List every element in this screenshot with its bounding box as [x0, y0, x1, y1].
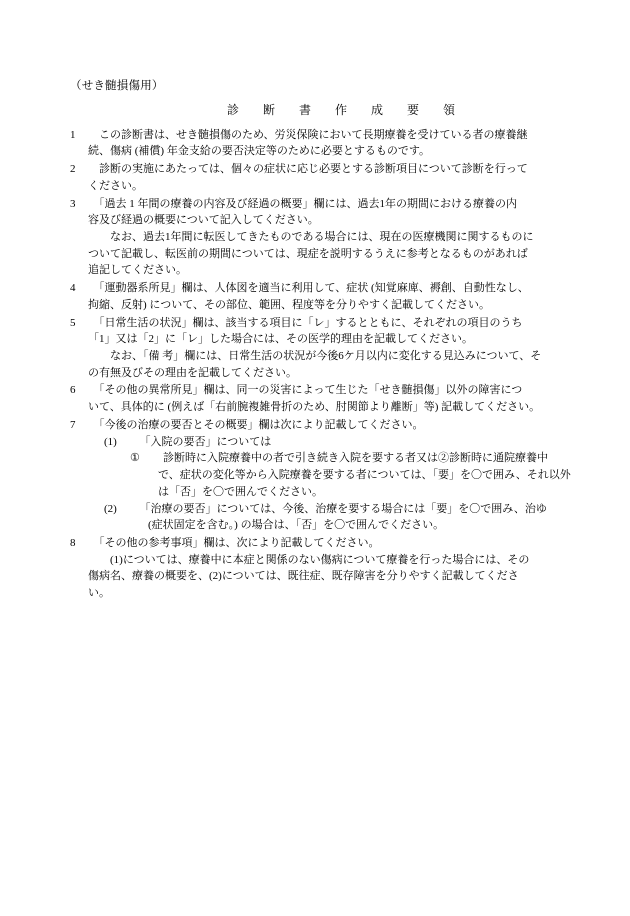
list-item	[70, 196, 578, 280]
item-line: で、症状の変化等から入院療養を要する者については、「要」を〇で囲み、それ以外	[158, 469, 571, 482]
item-line: 診断時に入院療養中の者で引き続き入院を要する者又は②診断時に通院療養中	[152, 452, 548, 465]
list-item	[70, 417, 578, 534]
list-item	[70, 127, 578, 160]
subject-note: （せき髄損傷用）	[70, 80, 164, 92]
item-line: 「運動器系所見」欄は、人体図を適当に利用して、症状 (知覚麻庳、褥創、自動性なし、	[88, 282, 529, 295]
item-line: 追記してください。	[88, 264, 187, 277]
item-line: の有無及びその理由を記載してください。	[88, 366, 297, 379]
item-line: 診断の実施にあたっては、個々の症状に応じ必要とする診断項目について診断を行って	[88, 163, 528, 176]
list-item	[70, 382, 578, 415]
item-line: なお、「備 考」欄には、日常生活の状況が今後6ケ月以内に変化する見込みについて、そ	[88, 350, 542, 363]
item-number: 8	[70, 536, 76, 549]
item-line: 容及び経過の概要について記入してください。	[88, 214, 319, 227]
list-item	[70, 161, 578, 194]
item-line: この診断書は、せき髄損傷のため、労災保険において長期療養を受けている者の療養継	[88, 128, 528, 141]
item-body	[88, 196, 578, 280]
item-line: 「今後の治療の要否とその概要」欄は次により記載してください。	[88, 418, 424, 431]
list-item	[70, 535, 578, 602]
sub-list-item	[104, 501, 578, 534]
sub-sub-item-body	[152, 450, 578, 500]
item-line: いて、具体的に (例えば「右前腕複雑骨折のため、肘関節より離断」等) 記載してください。	[88, 401, 541, 414]
sub-item-body: 「入院の要否」については	[134, 435, 272, 448]
item-number: 7	[70, 418, 76, 431]
list-item	[70, 315, 578, 382]
sub-list	[104, 434, 578, 534]
item-line: 傷病名、療養の概要を、(2)については、既往症、既存障害を分りやすく記載してくださ	[88, 570, 519, 583]
item-line: (1)については、療養中に本症と関係のない傷病について療養を行った場合には、その	[88, 553, 530, 566]
item-number: 3	[70, 197, 76, 210]
item-number: 4	[70, 282, 76, 295]
item-body	[88, 280, 578, 313]
item-line: い。	[88, 587, 110, 600]
item-line: ついて記載し、転医前の期間については、現症を説明するうえに参考となるものがあれば	[88, 247, 528, 260]
item-body	[88, 127, 578, 160]
item-number: 1	[70, 128, 76, 141]
sub-sub-list	[130, 450, 578, 500]
item-body	[88, 161, 578, 194]
item-line: 「治療の要否」については、今後、治療を要する場合には「要」を〇で囲み、治ゆ	[134, 502, 547, 515]
item-line: 続、傷病 (補償) 年金支給の要否決定等のために必要とするものです。	[88, 145, 430, 158]
sub-list-item	[104, 434, 578, 451]
item-number: 2	[70, 163, 76, 176]
item-line: 「過去 1 年間の療養の内容及び経過の概要」欄には、過去1年の期間における療養の内	[88, 197, 517, 210]
item-body	[88, 382, 578, 415]
item-body	[88, 417, 578, 534]
item-line: 「その他の参考事項」欄は、次により記載してください。	[88, 536, 380, 549]
sub-item-number: (1)	[104, 435, 117, 448]
sub-sub-item-number: ①	[130, 452, 140, 465]
sub-item-body	[134, 501, 578, 534]
item-line: 「1」又は「2」に「レ」した場合には、その医学的理由を記載してください。	[88, 333, 473, 346]
item-line: ください。	[88, 179, 143, 192]
item-line: なお、過去1年間に転医してきたものである場合には、現在の医療機関に関するものに	[88, 231, 534, 244]
item-number: 5	[70, 316, 76, 329]
item-line: 「その他の異常所見」欄は、同一の災害によって生じた「せき髄損傷」以外の障害につ	[88, 384, 523, 397]
item-body	[88, 315, 578, 382]
page-title: 診 断 書 作 成 要 領	[226, 103, 461, 118]
item-line: は「否」を〇で囲んでください。	[158, 485, 323, 498]
item-line: (症状固定を含む。) の場合は、「否」を〇で囲んでください。	[148, 519, 445, 532]
item-line: 拘縮、反射) について、その部位、範囲、程度等を分りやすく記載してください。	[88, 298, 490, 311]
sub-item-number: (2)	[104, 502, 117, 515]
item-body	[88, 535, 578, 602]
item-number: 6	[70, 384, 76, 397]
item-line: 「日常生活の状況」欄は、該当する項目に「レ」するとともに、それぞれの項目のうち	[88, 316, 523, 329]
list-item	[70, 280, 578, 313]
sub-sub-list-item	[130, 450, 578, 500]
